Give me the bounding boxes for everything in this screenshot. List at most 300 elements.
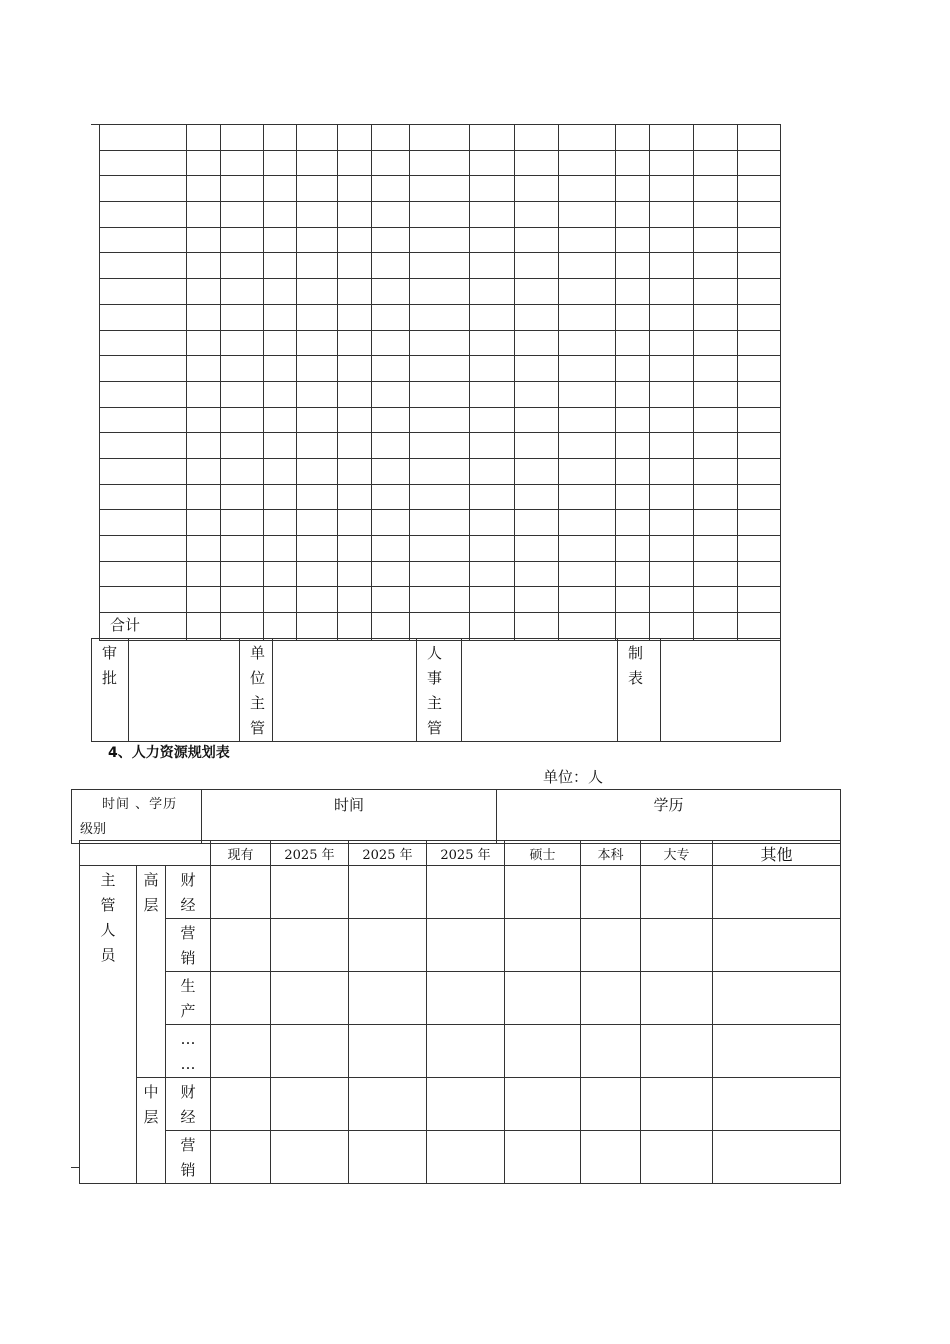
- grid-cell[interactable]: [187, 381, 221, 407]
- grid-cell[interactable]: [515, 253, 559, 279]
- grid-cell[interactable]: [297, 407, 338, 433]
- grid-cell[interactable]: [338, 125, 372, 151]
- data-cell[interactable]: [641, 1131, 713, 1184]
- grid-cell[interactable]: [515, 330, 559, 356]
- grid-cell[interactable]: [297, 202, 338, 228]
- grid-cell[interactable]: [515, 150, 559, 176]
- grid-cell[interactable]: [187, 330, 221, 356]
- data-cell[interactable]: [581, 919, 641, 972]
- grid-cell[interactable]: [297, 253, 338, 279]
- grid-cell[interactable]: [297, 176, 338, 202]
- grid-cell[interactable]: [100, 381, 187, 407]
- grid-cell[interactable]: [372, 587, 410, 613]
- grid-cell[interactable]: [650, 587, 694, 613]
- data-cell[interactable]: [427, 1078, 505, 1131]
- data-cell[interactable]: [349, 1131, 427, 1184]
- grid-cell[interactable]: [100, 407, 187, 433]
- grid-cell[interactable]: [297, 561, 338, 587]
- grid-cell[interactable]: [738, 304, 781, 330]
- data-cell[interactable]: [581, 866, 641, 919]
- grid-cell[interactable]: [515, 381, 559, 407]
- grid-cell[interactable]: [515, 202, 559, 228]
- grid-cell[interactable]: [470, 253, 515, 279]
- grid-cell[interactable]: [221, 458, 264, 484]
- grid-cell[interactable]: [616, 536, 650, 562]
- grid-cell[interactable]: [338, 304, 372, 330]
- grid-cell[interactable]: [100, 536, 187, 562]
- grid-cell[interactable]: [221, 613, 264, 641]
- grid-cell[interactable]: [187, 356, 221, 382]
- grid-cell[interactable]: [264, 561, 297, 587]
- grid-cell[interactable]: [515, 484, 559, 510]
- grid-cell[interactable]: [616, 330, 650, 356]
- grid-cell[interactable]: [372, 176, 410, 202]
- grid-cell[interactable]: [264, 433, 297, 459]
- data-cell[interactable]: [271, 972, 349, 1025]
- grid-cell[interactable]: [372, 407, 410, 433]
- grid-cell[interactable]: [738, 561, 781, 587]
- grid-cell[interactable]: [694, 381, 738, 407]
- grid-cell[interactable]: [515, 458, 559, 484]
- data-cell[interactable]: [641, 1025, 713, 1078]
- grid-cell[interactable]: [616, 356, 650, 382]
- grid-cell[interactable]: [470, 125, 515, 151]
- grid-cell[interactable]: [338, 279, 372, 305]
- grid-cell[interactable]: [410, 381, 470, 407]
- grid-cell[interactable]: [187, 433, 221, 459]
- grid-cell[interactable]: [410, 433, 470, 459]
- grid-cell[interactable]: [694, 176, 738, 202]
- grid-cell[interactable]: [338, 253, 372, 279]
- grid-cell[interactable]: [650, 150, 694, 176]
- data-cell[interactable]: [211, 1131, 271, 1184]
- grid-cell[interactable]: [738, 330, 781, 356]
- grid-cell[interactable]: [264, 125, 297, 151]
- grid-cell[interactable]: [372, 356, 410, 382]
- grid-cell[interactable]: [616, 125, 650, 151]
- grid-cell[interactable]: [187, 458, 221, 484]
- grid-cell[interactable]: [221, 407, 264, 433]
- grid-cell[interactable]: [410, 227, 470, 253]
- grid-cell[interactable]: [410, 304, 470, 330]
- grid-cell[interactable]: [264, 356, 297, 382]
- grid-cell[interactable]: [372, 510, 410, 536]
- grid-cell[interactable]: [372, 253, 410, 279]
- grid-cell[interactable]: [338, 227, 372, 253]
- grid-cell[interactable]: [650, 202, 694, 228]
- grid-cell[interactable]: [100, 304, 187, 330]
- grid-cell[interactable]: [221, 279, 264, 305]
- grid-cell[interactable]: [372, 279, 410, 305]
- grid-cell[interactable]: [470, 330, 515, 356]
- grid-cell[interactable]: [297, 536, 338, 562]
- data-cell[interactable]: [581, 1131, 641, 1184]
- grid-cell[interactable]: [650, 304, 694, 330]
- grid-cell[interactable]: [694, 458, 738, 484]
- data-cell[interactable]: [505, 919, 581, 972]
- grid-cell[interactable]: [372, 330, 410, 356]
- grid-cell[interactable]: [264, 536, 297, 562]
- grid-cell[interactable]: [410, 407, 470, 433]
- grid-cell[interactable]: [559, 150, 616, 176]
- grid-cell[interactable]: [338, 176, 372, 202]
- grid-cell[interactable]: [559, 561, 616, 587]
- grid-cell[interactable]: [470, 407, 515, 433]
- grid-cell[interactable]: [338, 613, 372, 641]
- grid-cell[interactable]: [616, 407, 650, 433]
- data-cell[interactable]: [505, 972, 581, 1025]
- grid-cell[interactable]: [187, 561, 221, 587]
- grid-cell[interactable]: [297, 125, 338, 151]
- grid-cell[interactable]: [410, 150, 470, 176]
- grid-cell[interactable]: [297, 279, 338, 305]
- data-cell[interactable]: [641, 1078, 713, 1131]
- grid-cell[interactable]: [100, 330, 187, 356]
- grid-cell[interactable]: [616, 381, 650, 407]
- grid-cell[interactable]: [694, 150, 738, 176]
- data-cell[interactable]: [641, 919, 713, 972]
- data-cell[interactable]: [349, 1025, 427, 1078]
- grid-cell[interactable]: [297, 458, 338, 484]
- grid-cell[interactable]: [221, 150, 264, 176]
- grid-cell[interactable]: [372, 304, 410, 330]
- grid-cell[interactable]: [221, 202, 264, 228]
- grid-cell[interactable]: [372, 227, 410, 253]
- grid-cell[interactable]: [616, 279, 650, 305]
- grid-cell[interactable]: [694, 407, 738, 433]
- grid-cell[interactable]: [470, 279, 515, 305]
- grid-cell[interactable]: [559, 304, 616, 330]
- grid-cell[interactable]: [694, 227, 738, 253]
- data-cell[interactable]: [427, 972, 505, 1025]
- grid-cell[interactable]: [515, 510, 559, 536]
- grid-cell[interactable]: [470, 613, 515, 641]
- data-cell[interactable]: [427, 919, 505, 972]
- grid-cell[interactable]: [515, 304, 559, 330]
- grid-cell[interactable]: [738, 356, 781, 382]
- grid-cell[interactable]: [187, 510, 221, 536]
- data-cell[interactable]: [271, 1131, 349, 1184]
- grid-cell[interactable]: [372, 202, 410, 228]
- grid-cell[interactable]: [221, 561, 264, 587]
- grid-cell[interactable]: [694, 253, 738, 279]
- grid-cell[interactable]: [470, 356, 515, 382]
- grid-cell[interactable]: [410, 176, 470, 202]
- grid-cell[interactable]: [100, 510, 187, 536]
- grid-cell[interactable]: [515, 125, 559, 151]
- grid-cell[interactable]: [738, 227, 781, 253]
- grid-cell[interactable]: [100, 458, 187, 484]
- grid-cell[interactable]: [372, 536, 410, 562]
- grid-cell[interactable]: [616, 613, 650, 641]
- grid-cell[interactable]: [100, 484, 187, 510]
- grid-cell[interactable]: [221, 484, 264, 510]
- grid-cell[interactable]: [694, 279, 738, 305]
- grid-cell[interactable]: [338, 433, 372, 459]
- grid-cell[interactable]: [650, 407, 694, 433]
- data-cell[interactable]: [211, 1025, 271, 1078]
- grid-cell[interactable]: [650, 433, 694, 459]
- grid-cell[interactable]: [221, 304, 264, 330]
- grid-cell[interactable]: [338, 484, 372, 510]
- grid-cell[interactable]: [470, 227, 515, 253]
- grid-cell[interactable]: [694, 484, 738, 510]
- grid-cell[interactable]: [264, 227, 297, 253]
- grid-cell[interactable]: [100, 150, 187, 176]
- grid-cell[interactable]: [372, 125, 410, 151]
- grid-cell[interactable]: [338, 561, 372, 587]
- grid-cell[interactable]: [470, 176, 515, 202]
- data-cell[interactable]: [505, 1078, 581, 1131]
- grid-cell[interactable]: [515, 433, 559, 459]
- grid-cell[interactable]: [650, 330, 694, 356]
- grid-cell[interactable]: [616, 176, 650, 202]
- grid-cell[interactable]: [187, 227, 221, 253]
- data-cell[interactable]: [271, 1078, 349, 1131]
- data-cell[interactable]: [713, 919, 841, 972]
- data-cell[interactable]: [641, 866, 713, 919]
- data-cell[interactable]: [505, 1131, 581, 1184]
- grid-cell[interactable]: [738, 613, 781, 641]
- data-cell[interactable]: [211, 1078, 271, 1131]
- grid-cell[interactable]: [650, 381, 694, 407]
- grid-cell[interactable]: [650, 125, 694, 151]
- grid-cell[interactable]: [410, 561, 470, 587]
- grid-cell[interactable]: [650, 253, 694, 279]
- grid-cell[interactable]: [470, 587, 515, 613]
- grid-cell[interactable]: [264, 458, 297, 484]
- grid-cell[interactable]: [187, 536, 221, 562]
- grid-cell[interactable]: [100, 176, 187, 202]
- grid-cell[interactable]: [410, 613, 470, 641]
- data-cell[interactable]: [641, 972, 713, 1025]
- grid-cell[interactable]: [264, 304, 297, 330]
- grid-cell[interactable]: [694, 125, 738, 151]
- data-cell[interactable]: [349, 866, 427, 919]
- grid-cell[interactable]: [616, 202, 650, 228]
- data-cell[interactable]: [427, 866, 505, 919]
- grid-cell[interactable]: [559, 356, 616, 382]
- grid-cell[interactable]: [264, 510, 297, 536]
- grid-cell[interactable]: [694, 356, 738, 382]
- grid-cell[interactable]: [515, 176, 559, 202]
- grid-cell[interactable]: [264, 176, 297, 202]
- grid-cell[interactable]: [470, 150, 515, 176]
- grid-cell[interactable]: [616, 433, 650, 459]
- grid-cell[interactable]: [187, 613, 221, 641]
- grid-cell[interactable]: [297, 587, 338, 613]
- grid-cell[interactable]: [650, 176, 694, 202]
- grid-cell[interactable]: [264, 150, 297, 176]
- grid-cell[interactable]: [100, 125, 187, 151]
- data-cell[interactable]: [211, 972, 271, 1025]
- grid-cell[interactable]: [559, 510, 616, 536]
- grid-cell[interactable]: [372, 433, 410, 459]
- grid-cell[interactable]: [264, 613, 297, 641]
- grid-cell[interactable]: [100, 202, 187, 228]
- grid-cell[interactable]: [187, 407, 221, 433]
- grid-cell[interactable]: [264, 484, 297, 510]
- grid-cell[interactable]: [221, 125, 264, 151]
- grid-cell[interactable]: [515, 587, 559, 613]
- data-cell[interactable]: [211, 919, 271, 972]
- grid-cell[interactable]: [297, 433, 338, 459]
- data-cell[interactable]: [713, 866, 841, 919]
- grid-cell[interactable]: [470, 536, 515, 562]
- grid-cell[interactable]: [694, 587, 738, 613]
- grid-cell[interactable]: [738, 125, 781, 151]
- grid-cell[interactable]: [100, 587, 187, 613]
- grid-cell[interactable]: [187, 202, 221, 228]
- grid-cell[interactable]: [470, 381, 515, 407]
- grid-cell[interactable]: [616, 510, 650, 536]
- grid-cell[interactable]: [221, 536, 264, 562]
- grid-cell[interactable]: [694, 433, 738, 459]
- grid-cell[interactable]: [738, 484, 781, 510]
- data-cell[interactable]: [581, 1078, 641, 1131]
- grid-cell[interactable]: [221, 227, 264, 253]
- grid-cell[interactable]: [650, 227, 694, 253]
- grid-cell[interactable]: [650, 484, 694, 510]
- grid-cell[interactable]: [559, 176, 616, 202]
- grid-cell[interactable]: [559, 613, 616, 641]
- grid-cell[interactable]: [616, 227, 650, 253]
- grid-cell[interactable]: [738, 510, 781, 536]
- grid-cell[interactable]: [470, 561, 515, 587]
- grid-cell[interactable]: [616, 458, 650, 484]
- grid-cell[interactable]: [410, 536, 470, 562]
- grid-cell[interactable]: [297, 356, 338, 382]
- grid-cell[interactable]: [297, 330, 338, 356]
- grid-cell[interactable]: [515, 613, 559, 641]
- grid-cell[interactable]: [559, 253, 616, 279]
- grid-cell[interactable]: [187, 125, 221, 151]
- grid-cell[interactable]: [410, 458, 470, 484]
- grid-cell[interactable]: [616, 484, 650, 510]
- grid-cell[interactable]: [738, 458, 781, 484]
- grid-cell[interactable]: [650, 561, 694, 587]
- grid-cell[interactable]: [559, 458, 616, 484]
- grid-cell[interactable]: [559, 536, 616, 562]
- grid-cell[interactable]: [650, 458, 694, 484]
- data-cell[interactable]: [427, 1025, 505, 1078]
- grid-cell[interactable]: [187, 587, 221, 613]
- data-cell[interactable]: [713, 972, 841, 1025]
- grid-cell[interactable]: [372, 561, 410, 587]
- grid-cell[interactable]: [694, 304, 738, 330]
- grid-cell[interactable]: [694, 330, 738, 356]
- grid-cell[interactable]: [297, 150, 338, 176]
- grid-cell[interactable]: [559, 433, 616, 459]
- grid-cell[interactable]: [100, 433, 187, 459]
- grid-cell[interactable]: [187, 253, 221, 279]
- prepared-signature-cell[interactable]: [661, 639, 781, 742]
- grid-cell[interactable]: [559, 381, 616, 407]
- grid-cell[interactable]: [410, 510, 470, 536]
- grid-cell[interactable]: [338, 536, 372, 562]
- grid-cell[interactable]: [338, 510, 372, 536]
- data-cell[interactable]: [581, 1025, 641, 1078]
- grid-cell[interactable]: [559, 484, 616, 510]
- grid-cell[interactable]: [297, 304, 338, 330]
- grid-cell[interactable]: [410, 279, 470, 305]
- grid-cell[interactable]: [650, 536, 694, 562]
- grid-cell[interactable]: [100, 356, 187, 382]
- grid-cell[interactable]: [264, 202, 297, 228]
- grid-cell[interactable]: [338, 356, 372, 382]
- grid-cell[interactable]: [297, 510, 338, 536]
- grid-cell[interactable]: [221, 381, 264, 407]
- grid-cell[interactable]: [559, 279, 616, 305]
- grid-cell[interactable]: [738, 150, 781, 176]
- grid-cell[interactable]: [738, 202, 781, 228]
- grid-cell[interactable]: [515, 407, 559, 433]
- grid-cell[interactable]: [738, 279, 781, 305]
- grid-cell[interactable]: [221, 587, 264, 613]
- grid-cell[interactable]: [738, 407, 781, 433]
- grid-cell[interactable]: [187, 279, 221, 305]
- grid-cell[interactable]: [297, 484, 338, 510]
- grid-cell[interactable]: [187, 176, 221, 202]
- grid-cell[interactable]: [559, 227, 616, 253]
- data-cell[interactable]: [349, 972, 427, 1025]
- grid-cell[interactable]: [650, 613, 694, 641]
- grid-cell[interactable]: [616, 587, 650, 613]
- hr-head-signature-cell[interactable]: [462, 639, 618, 742]
- grid-cell[interactable]: [410, 125, 470, 151]
- grid-cell[interactable]: [372, 484, 410, 510]
- data-cell[interactable]: [713, 1131, 841, 1184]
- grid-cell[interactable]: [650, 510, 694, 536]
- grid-cell[interactable]: [738, 176, 781, 202]
- data-cell[interactable]: [349, 1078, 427, 1131]
- grid-cell[interactable]: [100, 561, 187, 587]
- grid-cell[interactable]: [372, 381, 410, 407]
- data-cell[interactable]: [349, 919, 427, 972]
- grid-cell[interactable]: [559, 587, 616, 613]
- grid-cell[interactable]: [470, 433, 515, 459]
- grid-cell[interactable]: [221, 176, 264, 202]
- grid-cell[interactable]: [410, 253, 470, 279]
- grid-cell[interactable]: [616, 304, 650, 330]
- grid-cell[interactable]: [515, 356, 559, 382]
- grid-cell[interactable]: [559, 202, 616, 228]
- data-cell[interactable]: [271, 919, 349, 972]
- grid-cell[interactable]: [694, 536, 738, 562]
- grid-cell[interactable]: [372, 613, 410, 641]
- data-cell[interactable]: [505, 866, 581, 919]
- grid-cell[interactable]: [187, 484, 221, 510]
- grid-cell[interactable]: [297, 613, 338, 641]
- grid-cell[interactable]: [221, 330, 264, 356]
- grid-cell[interactable]: [264, 330, 297, 356]
- grid-cell[interactable]: [338, 458, 372, 484]
- grid-cell[interactable]: [515, 536, 559, 562]
- grid-cell[interactable]: [515, 561, 559, 587]
- grid-cell[interactable]: [650, 356, 694, 382]
- grid-cell[interactable]: [738, 381, 781, 407]
- grid-cell[interactable]: [694, 561, 738, 587]
- grid-cell[interactable]: [410, 587, 470, 613]
- grid-cell[interactable]: [616, 561, 650, 587]
- grid-cell[interactable]: [738, 433, 781, 459]
- data-cell[interactable]: [211, 866, 271, 919]
- grid-cell[interactable]: [694, 613, 738, 641]
- data-cell[interactable]: [713, 1025, 841, 1078]
- data-cell[interactable]: [271, 866, 349, 919]
- grid-cell[interactable]: [470, 484, 515, 510]
- grid-cell[interactable]: [559, 125, 616, 151]
